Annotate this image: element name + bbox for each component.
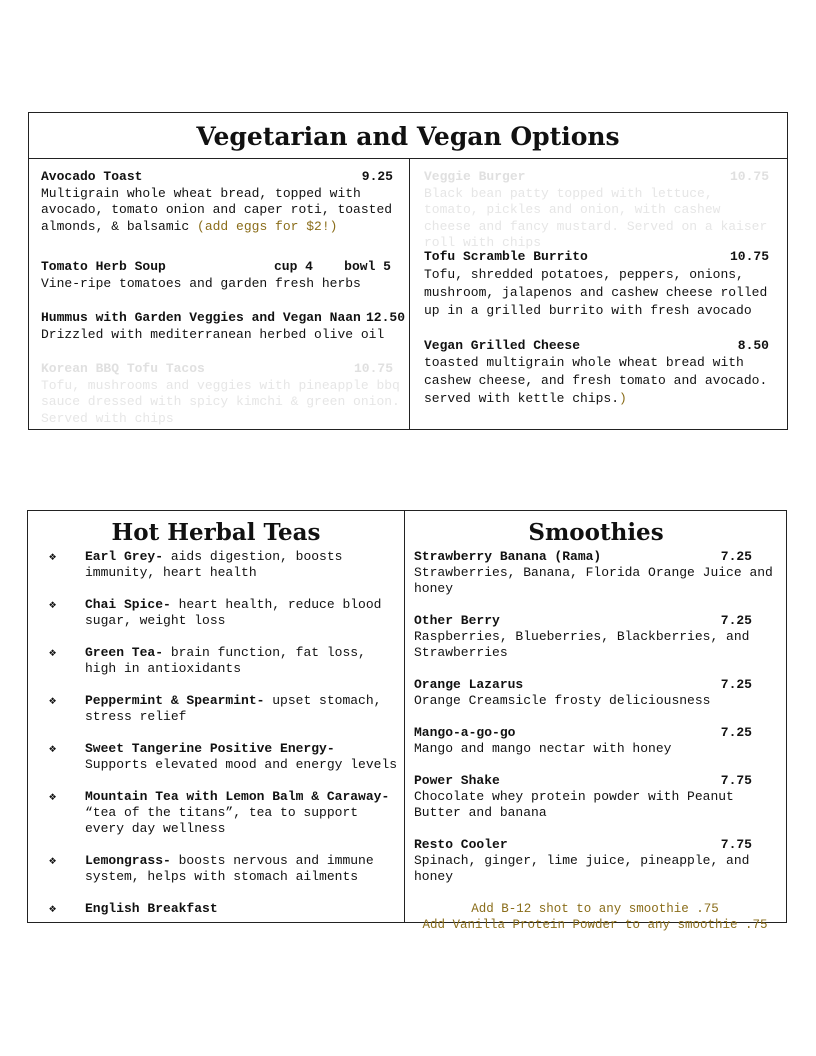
menu-item-tofu-burrito <box>424 249 769 320</box>
smoothies-list <box>414 549 776 933</box>
item-desc: Tofu, mushrooms and veggies with pineapple bbq sauce dressed with spicy kimchi & green onion. Served with chips <box>41 377 400 426</box>
list-item <box>414 773 776 821</box>
bullet-icon: ❖ <box>49 646 57 660</box>
smoothie-desc: Chocolate whey protein powder with Peanut Butter and banana <box>414 789 734 820</box>
item-desc: toasted multigrain whole wheat bread with cashew cheese, and fresh tomato and avocado. served with kettle chips. <box>424 355 768 406</box>
smoothie-desc: Orange Creamsicle frosty deliciousness <box>414 693 711 708</box>
item-name: Tomato Herb Soup <box>41 259 166 274</box>
addon-protein: Add Vanilla Protein Powder to any smoothie .75 <box>422 918 768 932</box>
tea-desc: upset stomach, stress relief <box>85 693 382 724</box>
menu-item-hummus <box>41 310 405 343</box>
item-desc: Drizzled with mediterranean herbed olive oil <box>41 326 385 342</box>
list-item <box>414 725 776 757</box>
bullet-icon: ❖ <box>49 550 57 564</box>
smoothie-price: 7.25 <box>720 725 752 740</box>
list-item <box>28 693 404 725</box>
smoothie-name: Strawberry Banana (Rama) <box>414 549 602 564</box>
tea-name: Lemongrass- <box>85 853 171 868</box>
item-price: 10.75 <box>729 249 769 264</box>
tea-name: Peppermint & Spearmint- <box>85 693 265 708</box>
smoothie-name: Orange Lazarus <box>414 677 524 692</box>
item-name: Hummus with Garden Veggies and Vegan Naan <box>41 310 361 325</box>
bullet-icon: ❖ <box>49 694 57 708</box>
menu-item-veggie-burger <box>424 169 769 252</box>
menu-item-tomato-soup <box>41 259 405 292</box>
bullet-icon: ❖ <box>49 598 57 612</box>
smoothie-price: 7.25 <box>720 549 752 564</box>
tea-name: Chai Spice- <box>85 597 171 612</box>
smoothie-desc: Strawberries, Banana, Florida Orange Juice and honey <box>414 565 773 596</box>
smoothie-name: Power Shake <box>414 773 500 788</box>
tea-name: Green Tea- <box>85 645 164 660</box>
list-item <box>28 853 404 885</box>
smoothie-desc: Mango and mango nectar with honey <box>414 741 672 756</box>
column-divider <box>409 159 410 429</box>
tea-name: Mountain Tea with Lemon Balm & Caraway- <box>85 789 390 804</box>
smoothie-desc: Spinach, ginger, lime juice, pineapple, and honey <box>414 853 750 884</box>
list-item <box>28 597 404 629</box>
tea-name: English Breakfast <box>85 901 218 916</box>
teas-list <box>28 549 404 933</box>
smoothie-desc: Raspberries, Blueberries, Blackberries, and Strawberries <box>414 629 750 660</box>
list-item <box>414 677 776 709</box>
item-note: ) <box>619 391 627 406</box>
smoothie-price: 7.25 <box>720 677 752 692</box>
menu-item-avocado-toast <box>41 169 405 235</box>
item-desc: Black bean patty topped with lettuce, tomato, pickles and onion, with cashew cheese and fancy mustard. Served on a kaiser roll with chips <box>424 185 768 250</box>
item-name: Tofu Scramble Burrito <box>424 249 588 264</box>
drinks-section <box>27 510 787 932</box>
tea-desc: Supports elevated mood and energy levels <box>85 757 398 772</box>
smoothie-price: 7.75 <box>720 773 752 788</box>
item-name: Avocado Toast <box>41 169 143 184</box>
tea-name: Sweet Tangerine Positive Energy- <box>85 741 335 756</box>
smoothie-name: Resto Cooler <box>414 837 508 852</box>
list-item <box>414 549 776 597</box>
tea-desc: aids digestion, boosts immunity, heart health <box>85 549 343 580</box>
veg-title: Vegetarian and Vegan Options <box>29 113 787 159</box>
item-price: 9.25 <box>361 169 393 184</box>
item-price: 10.75 <box>729 169 769 184</box>
smoothie-name: Mango-a-go-go <box>414 725 516 740</box>
bullet-icon: ❖ <box>49 854 57 868</box>
veg-right-column <box>424 249 769 422</box>
list-item <box>414 837 776 885</box>
veg-left-column <box>41 169 405 441</box>
list-item <box>28 901 404 917</box>
menu-item-grilled-cheese <box>424 338 769 409</box>
tea-desc: “tea of the titans”, tea to support every day wellness <box>85 805 359 836</box>
smoothie-name: Other Berry <box>414 613 500 628</box>
veg-section <box>28 112 788 430</box>
item-desc: Multigrain whole wheat bread, topped with avocado, tomato onion and caper roti, toasted almonds, & balsamic <box>41 185 393 234</box>
item-note: (add eggs for $2!) <box>197 218 338 234</box>
item-price: 12.50 <box>365 310 405 325</box>
smoothie-price: 7.75 <box>720 837 752 852</box>
bullet-icon: ❖ <box>49 790 57 804</box>
list-item <box>28 741 404 773</box>
list-item <box>28 789 404 837</box>
item-name: Veggie Burger <box>424 169 526 184</box>
item-price: 8.50 <box>737 337 769 353</box>
tea-name: Earl Grey- <box>85 549 164 564</box>
item-desc: Vine-ripe tomatoes and garden fresh herbs <box>41 275 361 291</box>
column-divider <box>404 511 405 922</box>
item-name: Vegan Grilled Cheese <box>424 337 581 353</box>
tea-desc: brain function, fat loss, high in antioxidants <box>85 645 366 676</box>
list-item <box>28 549 404 581</box>
item-desc: Tofu, shredded potatoes, peppers, onions, mushroom, jalapenos and cashew cheese rolled up in a grilled burrito with fresh avocado <box>424 266 768 318</box>
item-price: 10.75 <box>353 361 393 376</box>
list-item <box>414 613 776 661</box>
tea-desc: heart health, reduce blood sugar, weight loss <box>85 597 382 628</box>
item-name: Korean BBQ Tofu Tacos <box>41 361 205 376</box>
addon-b12: Add B-12 shot to any smoothie .75 <box>471 902 719 916</box>
bullet-icon: ❖ <box>49 742 57 756</box>
tea-desc: boosts nervous and immune system, helps with stomach ailments <box>85 853 374 884</box>
smoothie-price: 7.25 <box>720 613 752 628</box>
list-item <box>28 645 404 677</box>
smoothies-title: Smoothies <box>528 519 664 546</box>
bullet-icon: ❖ <box>49 902 57 916</box>
menu-item-korean-tacos <box>41 361 405 427</box>
teas-title: Hot Herbal Teas <box>111 519 321 546</box>
item-price: cup 4 bowl 5 <box>273 259 391 274</box>
